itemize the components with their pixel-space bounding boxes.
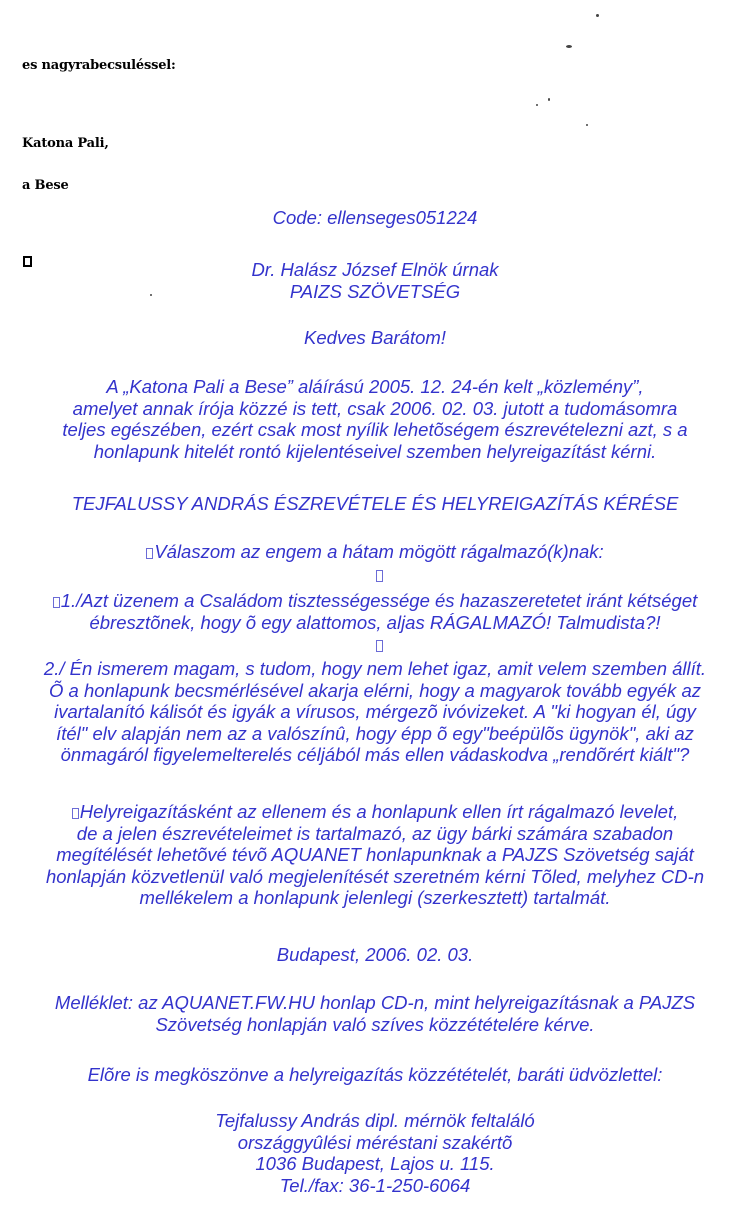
point-two-line: ivartalanító kálisót és igyák a vírusos, mérgezõ ivóvizeket. A "ki hogyan él, úgy xyxy=(54,701,696,723)
recipient-name: Dr. Halász József Elnök úrnak xyxy=(251,259,499,280)
box-glyph-icon xyxy=(146,548,153,559)
request-line: mellékelem a honlapunk jelenlegi (szerkesztett) tartalmát. xyxy=(139,887,611,909)
speck-icon xyxy=(566,45,572,48)
signature-line: Tel./fax: 36-1-250-6064 xyxy=(279,1174,471,1196)
signature-block xyxy=(0,1110,750,1196)
request-line: megítélését lehetõvé tévõ AQUANET honlapunknak a PAJZS Szövetség saját xyxy=(56,844,694,866)
request-line: de a jelen észrevételeimet is tartalmazó, az ügy bárki számára szabadon xyxy=(76,822,674,844)
thanks-line: Elõre is megköszönve a helyreigazítás közzétételét, baráti üdvözlettel: xyxy=(87,1064,663,1085)
attachment-paragraph xyxy=(0,992,750,1035)
intro-line: honlapunk hitelét rontó kijelentéseivel szemben helyreigazítást kérni. xyxy=(93,440,657,462)
speck-icon xyxy=(536,104,538,106)
header-signer: Katona Pali, xyxy=(22,136,109,151)
point-two-line: önmagáról figyelemelterelés céljából más ellen vádaskodva „rendõrért kiált"? xyxy=(60,744,690,766)
speck-icon xyxy=(586,124,588,126)
signature-line: országgyûlési méréstani szakértõ xyxy=(237,1131,513,1153)
box-glyph-icon xyxy=(376,640,383,652)
point-one-line: 1./Azt üzenem a Családom tisztességessége és hazaszeretetet iránt kétséget xyxy=(60,590,698,611)
box-glyph-icon xyxy=(53,597,60,608)
intro-line: amelyet annak írója közzé is tett, csak 2006. 02. 03. jutott a tudomásomra xyxy=(72,397,678,419)
intro-paragraph xyxy=(0,376,750,462)
point-one-line: ébresztõnek, hogy õ egy alattomos, aljas RÁGALMAZÓ! Talmudista?! xyxy=(89,611,661,633)
reply-title-line xyxy=(0,541,750,563)
point-two xyxy=(0,658,750,766)
speck-icon xyxy=(548,98,550,101)
header-closing: es nagyrabecsuléssel: xyxy=(22,58,176,73)
point-two-line: 2./ Én ismerem magam, s tudom, hogy nem lehet igaz, amit velem szemben állít. xyxy=(43,658,707,679)
recipient-block xyxy=(0,259,750,302)
box-glyph-icon xyxy=(72,808,79,819)
reply-title: Válaszom az engem a hátam mögött rágalmazó(k)nak: xyxy=(154,541,604,562)
box-glyph-icon xyxy=(376,570,383,582)
request-line: honlapján közvetlenül való megjelenítését szeretném kérni Tõled, melyhez CD-n xyxy=(45,865,705,887)
request-paragraph xyxy=(0,801,750,909)
intro-line: teljes egészében, ezért csak most nyílik lehetõségem észrevételezni azt, s a xyxy=(62,419,688,441)
signature-line: 1036 Budapest, Lajos u. 115. xyxy=(255,1153,495,1175)
attachment-line: Szövetség honlapján való szíves közzétételére kérve. xyxy=(155,1013,595,1035)
attachment-line: Melléklet: az AQUANET.FW.HU honlap CD-n, mint helyreigazításnak a PAJZS xyxy=(54,992,696,1013)
place-date: Budapest, 2006. 02. 03. xyxy=(276,944,474,965)
request-line: Helyreigazításként az ellenem és a honlapunk ellen írt rágalmazó levelet, xyxy=(79,801,679,822)
point-two-line: ítél" elv alapján nem az a valószínû, hogy épp õ egy"beépülõs ügynök", aki az xyxy=(56,722,694,744)
document-heading: TEJFALUSSY ANDRÁS ÉSZREVÉTELE ÉS HELYREIGAZÍTÁS KÉRÉSE xyxy=(71,493,679,514)
salutation: Kedves Barátom! xyxy=(304,327,446,348)
header-alias: a Bese xyxy=(22,178,69,193)
point-one xyxy=(0,590,750,633)
intro-line: A „Katona Pali a Bese” aláírású 2005. 12. 24-én kelt „közlemény”, xyxy=(106,376,644,397)
point-two-line: Õ a honlapunk becsmérlésével akarja elérni, hogy a magyarok tovább egyék az xyxy=(49,679,701,701)
signature-line: Tejfalussy András dipl. mérnök feltaláló xyxy=(215,1110,535,1131)
recipient-org: PAIZS SZÖVETSÉG xyxy=(289,280,461,302)
code-line: Code: ellenseges051224 xyxy=(272,207,478,228)
speck-icon xyxy=(596,14,599,17)
